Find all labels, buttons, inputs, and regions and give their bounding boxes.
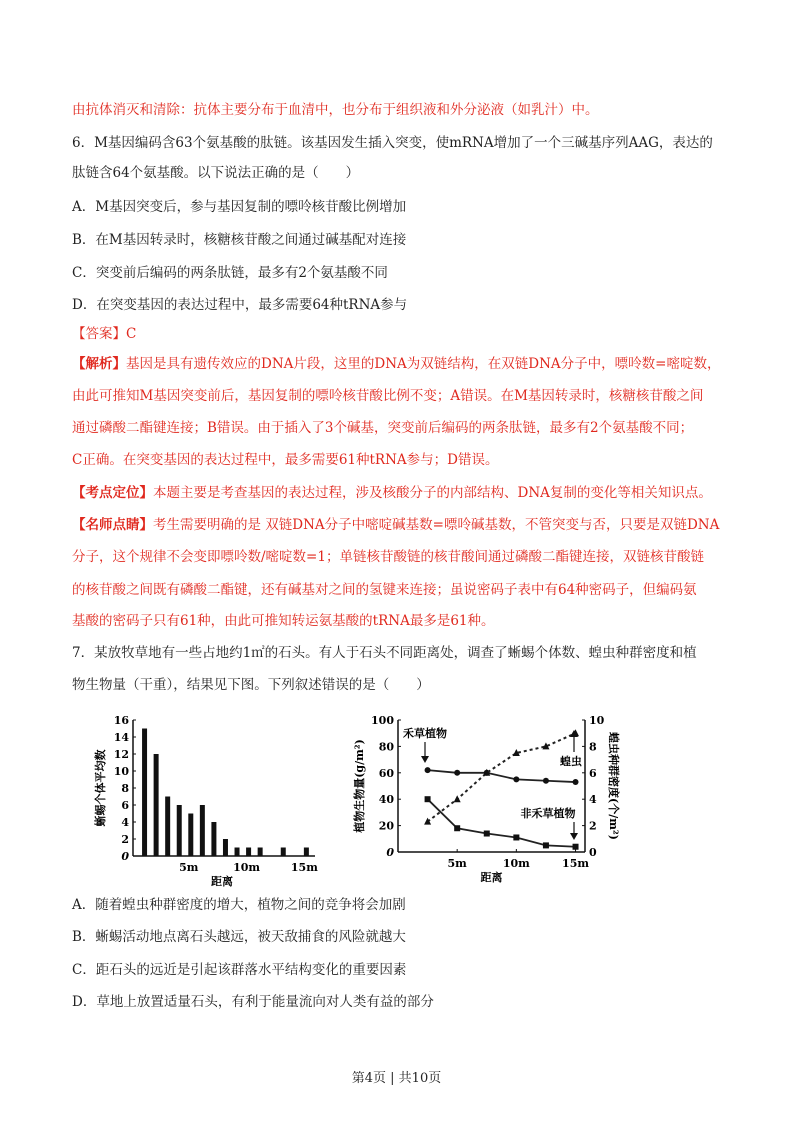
- bar: [258, 848, 263, 857]
- bar-x-tick-label: 5m: [179, 861, 199, 874]
- label-locust: 蝗虫: [560, 755, 582, 768]
- label-nongrass: 非禾草植物: [520, 807, 576, 820]
- analysis-line-1: 由此可推知M基因突变前后，基因复制的嘌呤核苷酸比例不变；A错误。在M基因转录时，核糖核苷酸之间: [72, 388, 704, 404]
- bar: [304, 848, 309, 857]
- point-circle: [513, 776, 519, 782]
- kaodian-tag: 【考点定位】: [72, 485, 153, 501]
- bar-y-tick-label: 8: [121, 782, 129, 795]
- question-6-stem-2: 肽链含64个氨基酸。以下说法正确的是（ ）: [72, 165, 360, 181]
- question-7-stem-2: 物生物量（干重），结果见下图。下列叙述错误的是（ ）: [72, 677, 430, 693]
- point-triangle: [454, 795, 461, 802]
- bar-y-tick-label: 12: [113, 748, 129, 761]
- line-x-tick-label: 15m: [562, 857, 590, 870]
- line-y-tick-label: 40: [378, 793, 394, 807]
- question-7-stem: 7．某放牧草地有一些占地约1㎡的石头。有人于石头不同距离处，调查了蜥蜴个体数、蝗虫种群密度和植: [72, 645, 697, 661]
- bar: [246, 848, 251, 857]
- bar: [177, 805, 182, 856]
- point-square: [513, 834, 519, 840]
- bar-y-tick-label: 16: [113, 714, 129, 727]
- bar-y-tick-label: 4: [121, 816, 129, 829]
- mingshi-line-2: 的核苷酸之间既有磷酸二酯键，还有碱基对之间的氢键来连接；虽说密码子表中有64种密码子，但编码氨: [72, 582, 697, 598]
- bar-y-tick-label: 2: [121, 833, 129, 846]
- q7-option-a: A．随着蝗虫种群密度的增大，植物之间的竞争将会加剧: [72, 897, 406, 913]
- bar: [211, 822, 216, 856]
- analysis-line-2: 通过磷酸二酯键连接；B错误。由于插入了3个碱基，突变前后编码的两条肽链，最多有2个氨基酸不同；: [72, 420, 694, 436]
- line-right-tick-label: 8: [589, 740, 597, 754]
- bar: [165, 797, 170, 857]
- answer-tag: 【答案】: [72, 326, 126, 342]
- line-y-tick-label: 0: [386, 846, 394, 859]
- bar-x-axis-label: 距离: [211, 875, 233, 888]
- bar: [281, 848, 286, 857]
- bar-y-tick-label: 0: [121, 850, 129, 863]
- bar: [223, 839, 228, 856]
- mingshi-line-1: 分子，这个规律不会变即嘌呤数/嘧啶数=1；单链核苷酸链的核苷酸间通过磷酸二酯键连接，双链核苷酸链: [72, 549, 704, 565]
- point-triangle: [424, 818, 431, 825]
- point-square: [543, 842, 549, 848]
- option-a: A．M基因突变后，参与基因复制的嘌呤核苷酸比例增加: [72, 199, 407, 215]
- bar-x-tick-label: 10m: [233, 861, 261, 874]
- point-circle: [543, 778, 549, 784]
- bar-y-tick-label: 14: [113, 731, 129, 744]
- line-0: 由抗体消灭和清除：抗体主要分布于血清中，也分布于组织液和外分泌液（如乳汁）中。: [72, 102, 599, 118]
- option-d: D．在突变基因的表达过程中，最多需要64种tRNA参与: [72, 297, 408, 313]
- bar: [154, 754, 159, 856]
- analysis-tag: 【解析】: [72, 356, 126, 372]
- q7-option-c: C．距石头的远近是引起该群落水平结构变化的重要因素: [72, 962, 407, 978]
- line-right-axis-label: 蝗虫种群密度(个/m²): [607, 732, 620, 840]
- q7-option-b: B．蜥蜴活动地点离石头越远，被天敌捕食的风险就越大: [72, 929, 406, 945]
- point-circle: [573, 779, 579, 785]
- point-square: [454, 825, 460, 831]
- bar: [142, 729, 147, 857]
- line-y-tick-label: 20: [378, 819, 394, 833]
- bar: [188, 814, 193, 857]
- point-circle: [454, 770, 460, 776]
- line-right-tick-label: 2: [589, 819, 597, 833]
- option-c: C．突变前后编码的两条肽链，最多有2个氨基酸不同: [72, 265, 388, 281]
- question-6-stem: 6．M基因编码含63个氨基酸的肽链。该基因发生插入突变，使mRNA增加了一个三碱基序列AAG，表达的: [72, 135, 713, 151]
- line-y-tick-label: 60: [378, 766, 394, 780]
- line-right-tick-label: 0: [589, 846, 597, 859]
- line-x-tick-label: 5m: [447, 857, 467, 870]
- mingshi-line-0: 【名师点睛】考生需要明确的是 双链DNA分子中嘧啶碱基数=嘌呤碱基数，不管突变与否，只要是双链DNA: [72, 517, 720, 533]
- line-right-tick-label: 4: [589, 793, 597, 807]
- mingshi-tag: 【名师点睛】: [72, 517, 153, 533]
- mingshi-line-3: 基酸的密码子只有61种，由此可推知转运氨基酸的tRNA最多是61种。: [72, 613, 495, 629]
- bar-y-tick-label: 10: [113, 765, 129, 778]
- bar-x-tick-label: 15m: [290, 861, 318, 874]
- series-line-circle: [428, 770, 576, 782]
- kaodian-line: 【考点定位】本题主要是考查基因的表达过程，涉及核酸分子的内部结构、DNA复制的变化等相关知识点。: [72, 485, 712, 501]
- arrow-nongrass-head: [570, 833, 578, 840]
- analysis-line-3: C正确。在突变基因的表达过程中，最多需要61种tRNA参与；D错误。: [72, 452, 499, 468]
- point-square: [573, 844, 579, 850]
- point-circle: [425, 767, 431, 773]
- q7-option-d: D．草地上放置适量石头，有利于能量流向对人类有益的部分: [72, 994, 434, 1010]
- line-x-axis-label: 距离: [480, 871, 503, 884]
- option-b: B．在M基因转录时，核糖核苷酸之间通过碱基配对连接: [72, 232, 407, 248]
- page-footer: 第4页 | 共10页: [351, 1071, 442, 1086]
- line-left-axis-label: 植物生物量(g/m²): [353, 739, 366, 833]
- bar-y-axis-label: 蜥蜴个体平均数: [94, 749, 107, 827]
- bar-y-tick-label: 6: [121, 799, 129, 812]
- line-y-tick-label: 80: [378, 740, 394, 754]
- analysis-line-0: 【解析】基因是具有遗传效应的DNA片段，这里的DNA为双链结构，在双链DNA分子中，嘌呤数=嘧啶数，: [72, 356, 721, 372]
- bar: [235, 848, 240, 857]
- point-square: [484, 831, 490, 837]
- bar: [200, 805, 205, 856]
- line-y-tick-label: 100: [371, 714, 394, 727]
- answer-value: C: [126, 326, 137, 342]
- line-right-tick-label: 6: [589, 766, 597, 780]
- line-x-tick-label: 10m: [502, 857, 530, 870]
- label-grass: 禾草植物: [403, 727, 447, 740]
- point-square: [425, 796, 431, 802]
- line-right-tick-label: 10: [589, 714, 605, 727]
- arrow-grass-head: [421, 756, 429, 763]
